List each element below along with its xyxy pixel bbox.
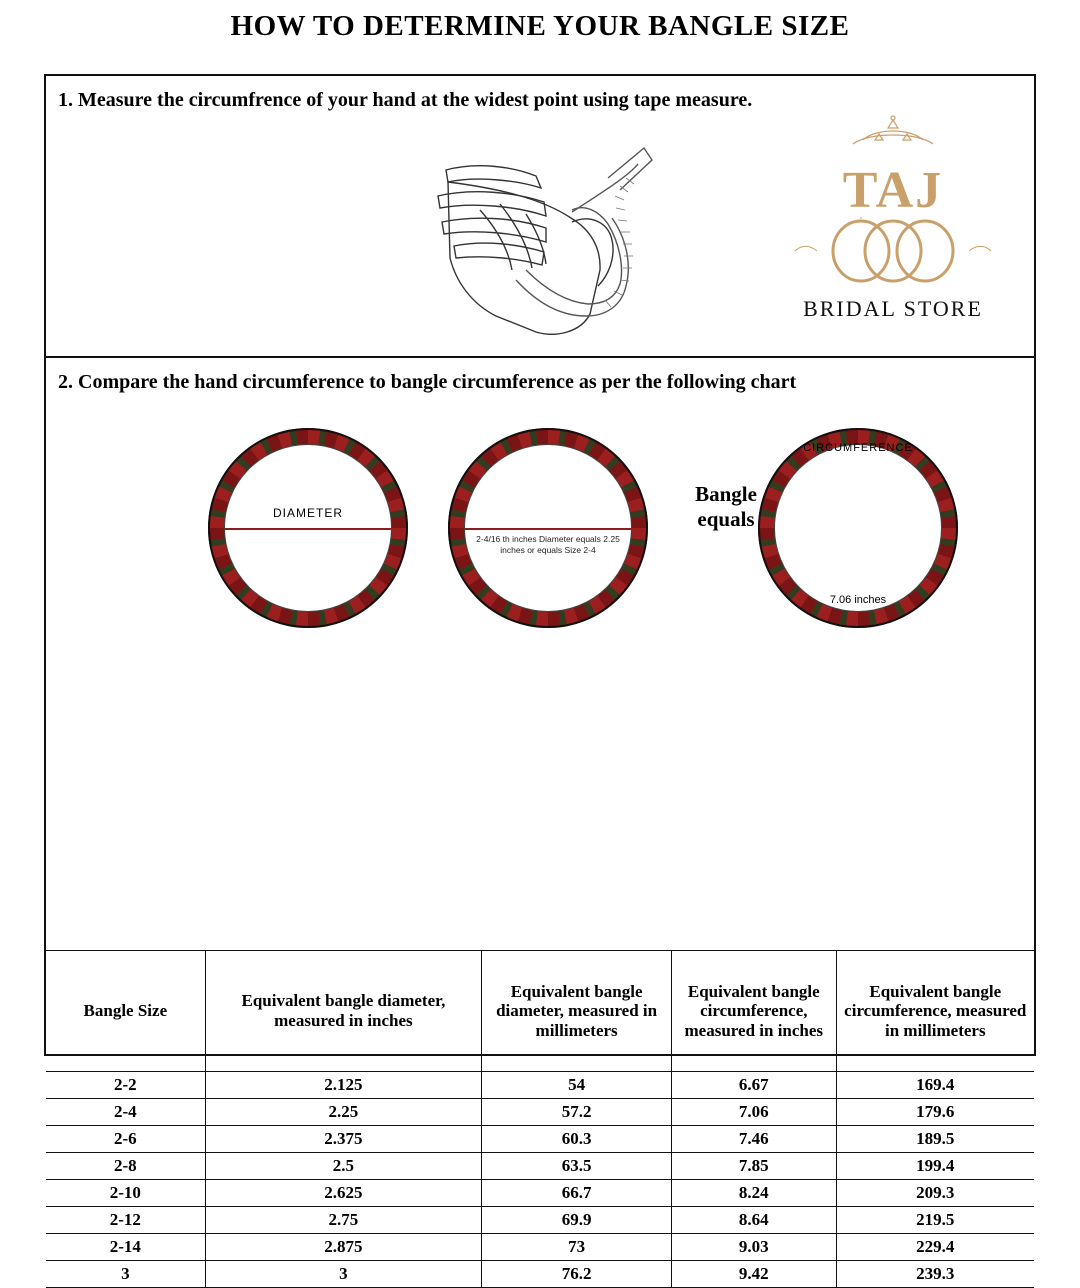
bangle-diameter-diagram: [208, 428, 408, 628]
table-cell: 57.2: [482, 1099, 672, 1126]
logo-tagline-text: BRIDAL STORE: [803, 296, 983, 321]
table-cell: 189.5: [836, 1126, 1034, 1153]
brand-logo: [778, 114, 1008, 322]
table-cell: 2.875: [205, 1234, 482, 1261]
step-2-text: 2. Compare the hand circumference to bangle circumference as per the following chart: [58, 371, 797, 393]
table-row: [46, 1261, 1034, 1288]
table-cell: 7.46: [672, 1126, 837, 1153]
table-cell: 179.6: [836, 1099, 1034, 1126]
table-row: [46, 1234, 1034, 1261]
table-header-row: [46, 951, 1034, 1072]
table-cell: 2-4: [46, 1099, 205, 1126]
table-cell: 239.3: [836, 1261, 1034, 1288]
table-row: [46, 1180, 1034, 1207]
circumference-label: CIRCUMFERENCE: [803, 442, 913, 454]
bangle-diameter-note-diagram: [448, 428, 648, 628]
table-cell: 63.5: [482, 1153, 672, 1180]
table-cell: 229.4: [836, 1234, 1034, 1261]
hand-with-tape-icon: [376, 118, 676, 348]
page-title: HOW TO DETERMINE YOUR BANGLE SIZE: [230, 10, 850, 42]
table-cell: 2-2: [46, 1072, 205, 1099]
table-row: [46, 1099, 1034, 1126]
table-row: [46, 1072, 1034, 1099]
table-header-cell: Bangle Size: [46, 951, 205, 1072]
step-1-text: 1. Measure the circumfrence of your hand at the widest point using tape measure.: [58, 89, 753, 111]
table-cell: 76.2: [482, 1261, 672, 1288]
table-cell: 2-6: [46, 1126, 205, 1153]
size-table-wrap: [46, 950, 1034, 1288]
table-cell: 7.85: [672, 1153, 837, 1180]
table-cell: 66.7: [482, 1180, 672, 1207]
table-cell: 2.375: [205, 1126, 482, 1153]
table-cell: 7.06: [672, 1099, 837, 1126]
table-cell: 9.42: [672, 1261, 837, 1288]
table-cell: 2.75: [205, 1207, 482, 1234]
table-row: [46, 1207, 1034, 1234]
table-cell: 8.24: [672, 1180, 837, 1207]
three-rings-icon: [793, 217, 993, 285]
table-cell: 2-14: [46, 1234, 205, 1261]
logo-brand-text: TAJ: [842, 162, 944, 219]
step-1-section: [46, 76, 1034, 358]
hand-measure-illustration: [376, 118, 676, 348]
table-cell: 3: [46, 1261, 205, 1288]
diameter-line: [225, 528, 391, 530]
table-cell: 2.125: [205, 1072, 482, 1099]
table-header-cell: Equivalent bangle circumference, measured in inches: [672, 951, 837, 1072]
bangle-circumference-diagram: [758, 428, 958, 628]
table-row: [46, 1126, 1034, 1153]
table-cell: 69.9: [482, 1207, 672, 1234]
table-cell: 219.5: [836, 1207, 1034, 1234]
table-cell: 60.3: [482, 1126, 672, 1153]
circumference-value: 7.06 inches: [829, 594, 887, 606]
content-frame: [44, 74, 1036, 1283]
table-row: [46, 1153, 1034, 1180]
table-cell: 2.625: [205, 1180, 482, 1207]
bangle-equals-label: Bangle equals: [695, 482, 757, 532]
table-cell: 6.67: [672, 1072, 837, 1099]
table-header-cell: Equivalent bangle circumference, measured in millimeters: [836, 951, 1034, 1072]
table-cell: 2-12: [46, 1207, 205, 1234]
crown-ornament-icon: [793, 114, 993, 154]
table-header-cell: Equivalent bangle diameter, measured in inches: [205, 951, 482, 1072]
table-cell: 2.5: [205, 1153, 482, 1180]
bangle-diagrams: [46, 404, 1034, 654]
table-cell: 209.3: [836, 1180, 1034, 1207]
table-header-cell: Equivalent bangle diameter, measured in millimeters: [482, 951, 672, 1072]
table-cell: 9.03: [672, 1234, 837, 1261]
table-cell: 3: [205, 1261, 482, 1288]
table-cell: 2.25: [205, 1099, 482, 1126]
diameter-label: DIAMETER: [272, 506, 343, 520]
table-cell: 73: [482, 1234, 672, 1261]
bangle-size-table: [46, 950, 1034, 1288]
table-cell: 54: [482, 1072, 672, 1099]
table-cell: 169.4: [836, 1072, 1034, 1099]
step-2-section: [46, 358, 1034, 1283]
table-cell: 2-8: [46, 1153, 205, 1180]
table-cell: 199.4: [836, 1153, 1034, 1180]
diameter-line: [465, 528, 631, 530]
diameter-note: 2-4/16 th inches Diameter equals 2.25 inches or equals Size 2-4: [476, 534, 620, 556]
table-cell: 8.64: [672, 1207, 837, 1234]
table-cell: 2-10: [46, 1180, 205, 1207]
